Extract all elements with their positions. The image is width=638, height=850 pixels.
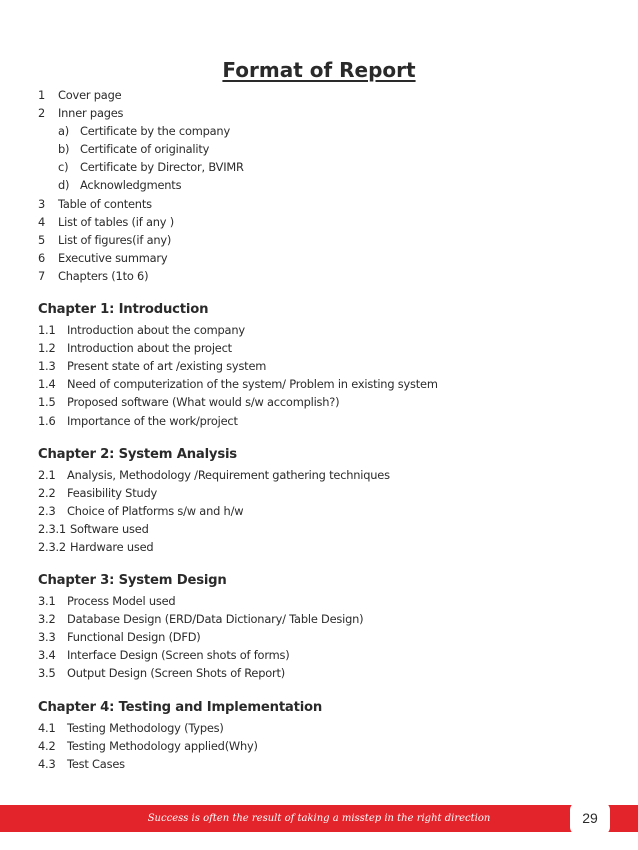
item-text: Testing Methodology applied(Why) (67, 738, 258, 753)
item-letter: d) (58, 178, 70, 193)
item-number: 2.3 (38, 503, 56, 518)
item-number: 2.3.1 (38, 521, 66, 536)
sub-list-item (38, 176, 608, 194)
list-item (38, 719, 608, 737)
report-content (38, 86, 608, 773)
list-item (38, 339, 608, 357)
list-item (38, 502, 608, 520)
item-number: 1.6 (38, 413, 56, 428)
item-text: Certificate of originality (80, 142, 210, 157)
list-item (38, 484, 608, 502)
item-text: Introduction about the project (67, 341, 232, 356)
item-text: Process Model used (67, 594, 176, 609)
item-number: 2.2 (38, 485, 56, 500)
item-text: Need of computerization of the system/ Problem in existing system (67, 377, 438, 392)
item-number: 1.5 (38, 395, 56, 410)
item-number: 4 (38, 214, 46, 229)
item-text: Cover page (58, 88, 122, 102)
item-number: 1.3 (38, 359, 56, 374)
item-number: 1.1 (38, 323, 56, 338)
item-text: Certificate by the company (80, 124, 230, 139)
chapter-2-heading: Chapter 2: System Analysis (38, 446, 237, 462)
chapter-2-section (38, 444, 608, 556)
item-text: Introduction about the company (67, 323, 245, 338)
item-text: Interface Design (Screen shots of forms) (67, 648, 290, 663)
item-text: Table of contents (58, 196, 152, 211)
page-number: 29 (582, 810, 598, 826)
list-item (38, 737, 608, 755)
list-item (38, 267, 608, 285)
item-text: Testing Methodology (Types) (67, 720, 224, 735)
item-text: Hardware used (70, 539, 154, 554)
chapter-4-heading: Chapter 4: Testing and Implementation (38, 699, 323, 715)
list-item (38, 520, 608, 538)
list-item (38, 755, 608, 773)
item-text: Chapters (1to 6) (58, 268, 149, 283)
item-text: Software used (70, 521, 149, 536)
item-number: 3.3 (38, 630, 56, 645)
item-text: Certificate by Director, BVIMR (80, 160, 244, 175)
item-number: 4.3 (38, 756, 56, 771)
item-text: Executive summary (58, 250, 168, 265)
list-item (38, 592, 608, 610)
item-number: 4.1 (38, 720, 56, 735)
list-item (38, 213, 608, 231)
item-number: 3.1 (38, 594, 56, 609)
page-title: Format of Report (222, 58, 416, 82)
list-item (38, 393, 608, 411)
chapter-1-section (38, 299, 608, 430)
item-number: 2.3.2 (38, 539, 66, 554)
footer-band (0, 805, 638, 832)
item-number: 3 (38, 196, 46, 211)
list-item (38, 538, 608, 556)
item-text: Output Design (Screen Shots of Report) (67, 666, 286, 681)
item-text: Database Design (ERD/Data Dictionary/ Table Design) (67, 612, 364, 627)
list-item (38, 412, 608, 430)
list-item (38, 357, 608, 375)
chapter-3-section (38, 570, 608, 682)
format-list (38, 86, 608, 285)
item-letter: b) (58, 142, 70, 157)
item-number: 2 (38, 106, 46, 121)
item-text: List of figures(if any) (58, 232, 172, 247)
chapter-3-heading: Chapter 3: System Design (38, 573, 227, 589)
item-text: Feasibility Study (67, 485, 158, 500)
item-text: Functional Design (DFD) (67, 630, 201, 645)
item-text: List of tables (if any ) (58, 214, 174, 229)
item-number: 7 (38, 268, 46, 283)
sub-list-item (38, 122, 608, 140)
item-number: 6 (38, 250, 46, 265)
item-number: 4.2 (38, 738, 56, 753)
list-item (38, 646, 608, 664)
list-item (38, 86, 608, 104)
list-item (38, 375, 608, 393)
list-item (38, 231, 608, 249)
item-number: 1.2 (38, 341, 56, 356)
item-text: Inner pages (58, 106, 124, 121)
item-text: Acknowledgments (80, 178, 182, 193)
footer-quote: Success is often the result of taking a misstep in the right direction (147, 813, 491, 824)
list-item (38, 321, 608, 339)
list-item (38, 664, 608, 682)
list-item (38, 195, 608, 213)
item-text: Present state of art /existing system (67, 359, 267, 374)
item-number: 3.2 (38, 612, 56, 627)
item-text: Test Cases (67, 756, 125, 771)
list-item (38, 104, 608, 122)
item-number: 5 (38, 232, 46, 247)
item-number: 2.1 (38, 467, 56, 482)
item-number: 3.4 (38, 648, 56, 663)
item-number: 3.5 (38, 666, 56, 681)
chapter-4-section (38, 697, 608, 773)
item-text: Choice of Platforms s/w and h/w (67, 503, 244, 518)
item-number: 1 (38, 88, 46, 102)
item-text: Proposed software (What would s/w accomplish?) (67, 395, 340, 410)
chapter-1-heading: Chapter 1: Introduction (38, 302, 209, 318)
page-number-badge (570, 802, 610, 835)
item-letter: a) (58, 124, 70, 139)
item-number: 1.4 (38, 377, 56, 392)
list-item (38, 610, 608, 628)
list-item (38, 466, 608, 484)
sub-list-item (38, 140, 608, 158)
sub-list-item (38, 158, 608, 176)
item-letter: c) (58, 160, 69, 175)
list-item (38, 249, 608, 267)
item-text: Analysis, Methodology /Requirement gathering techniques (67, 467, 390, 482)
list-item (38, 628, 608, 646)
item-text: Importance of the work/project (67, 413, 238, 428)
